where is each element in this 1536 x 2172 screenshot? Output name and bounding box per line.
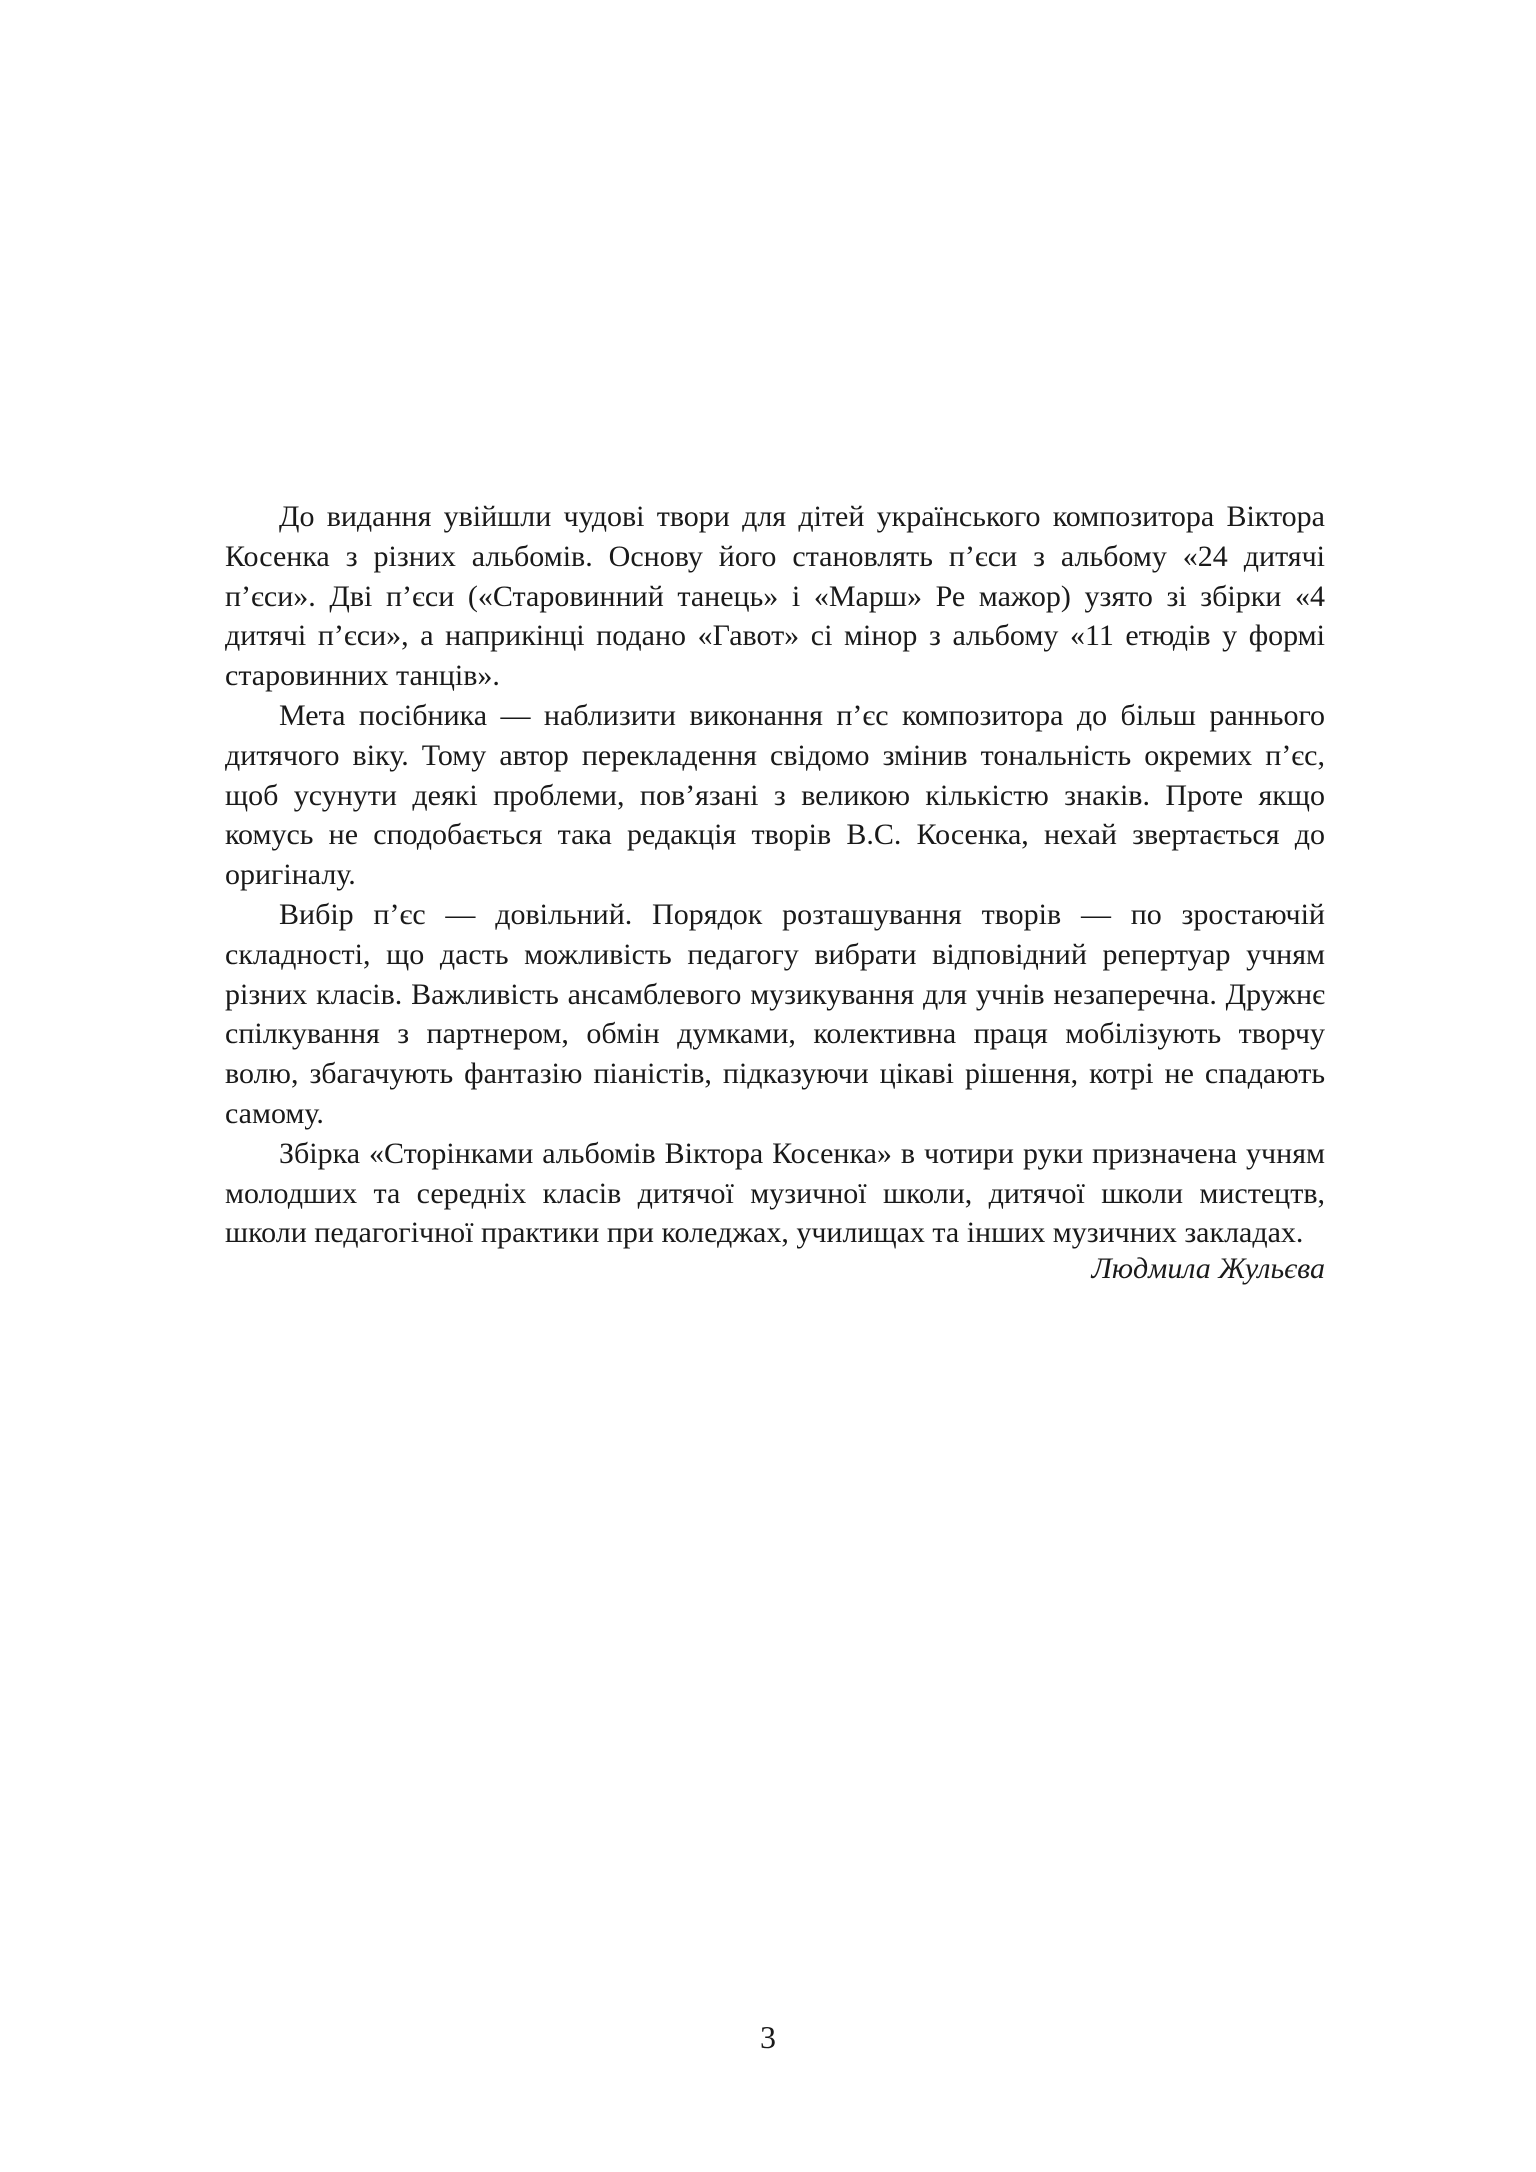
paragraph-2: Мета посібника — наблизити виконання п’єс композитора до більш раннього дитячого віку. Тому автор перекладення свідомо змінив тональність окремих п’єс, щоб усунути деякі проблеми, пов’язані з великою кількістю знаків. Проте якщо комусь не сподобається така редакція творів В.С. Косенка, нехай звертається до оригіналу. — [225, 698, 1325, 892]
author-signature: Людмила Жульєва — [1091, 1252, 1325, 1285]
page-number: 3 — [760, 2019, 776, 2055]
body-text — [225, 497, 1325, 1253]
paragraph-1: До видання увійшли чудові твори для дітей українського композитора Віктора Косенка з різних альбомів. Основу його становлять п’єси з альбому «24 дитячі п’єси». Дві п’єси («Старовинний танець» і «Марш» Ре мажор) узято зі збірки «4 дитячі п’єси», а наприкінці подано «Гавот» сі мінор з альбому «11 етюдів у формі старовинних танців». — [225, 500, 1325, 693]
paragraph-3: Вибір п’єс — довільний. Порядок розташування творів — по зростаючій складності, що дасть можливість педагогу вибрати відповідний репертуар учням різних класів. Важливість ансамблевого музикування для учнів незаперечна. Дружнє спілкування з партнером, обмін думками, колективна праця мобілізують творчу волю, збагачують фантазію піаністів, підказуючи цікаві рішення, котрі не спадають самому. — [225, 897, 1325, 1130]
paragraph-4: Збірка «Сторінками альбомів Віктора Косенка» в чотири руки призначена учням молодших та середніх класів дитячої музичної школи, дитячої школи мистецтв, школи педагогічної практики при коледжах, училищах та інших музичних закладах. — [225, 1136, 1325, 1250]
